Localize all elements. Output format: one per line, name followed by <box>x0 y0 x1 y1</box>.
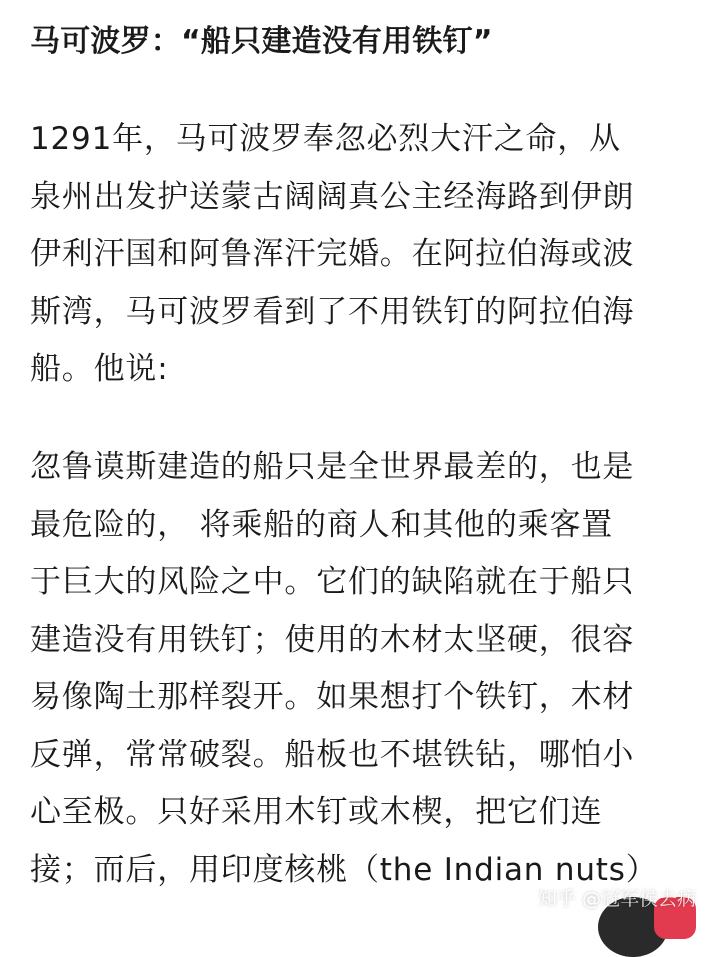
paragraph-line: 心至极。只好采用木钉或木楔，把它们连 <box>30 794 603 830</box>
paragraph-line: 建造没有用铁钉；使用的木材太坚硬，很容 <box>30 621 635 658</box>
paragraph-line: 1291年，马可波罗奉忽必烈大汗之命，从 <box>30 121 621 157</box>
paragraph-intro <box>30 111 634 399</box>
paragraph-line: 船。他说: <box>30 351 169 387</box>
paragraph-line: 反弹，常常破裂。船板也不堪铁钻，哪怕小 <box>30 736 635 773</box>
paragraph-line: 接；而后，用印度核桃（the Indian nuts） <box>30 851 658 888</box>
paragraph-line: 于巨大的风险之中。它们的缺陷就在于船只 <box>30 564 635 600</box>
paragraph-line: 最危险的， 将乘船的商人和其他的乘客置 <box>30 506 614 543</box>
paragraph-line: 斯湾，马可波罗看到了不用铁钉的阿拉伯海 <box>30 293 635 330</box>
paragraph-quote <box>30 439 658 899</box>
article-title: 马可波罗：“船只建造没有用铁钉” <box>30 24 493 59</box>
paragraph-line: 忽鲁谟斯建造的船只是全世界最差的，也是 <box>30 449 635 485</box>
paragraph-line: 伊利汗国和阿鲁浑汗完婚。在阿拉伯海或波 <box>30 236 635 272</box>
paragraph-line: 易像陶土那样裂开。如果想打个铁钉，木材 <box>30 679 635 715</box>
watermark: 知乎 @冠军侯去病 <box>537 888 696 910</box>
paragraph-line: 泉州出发护送蒙古阔阔真公主经海路到伊朗 <box>30 178 635 215</box>
